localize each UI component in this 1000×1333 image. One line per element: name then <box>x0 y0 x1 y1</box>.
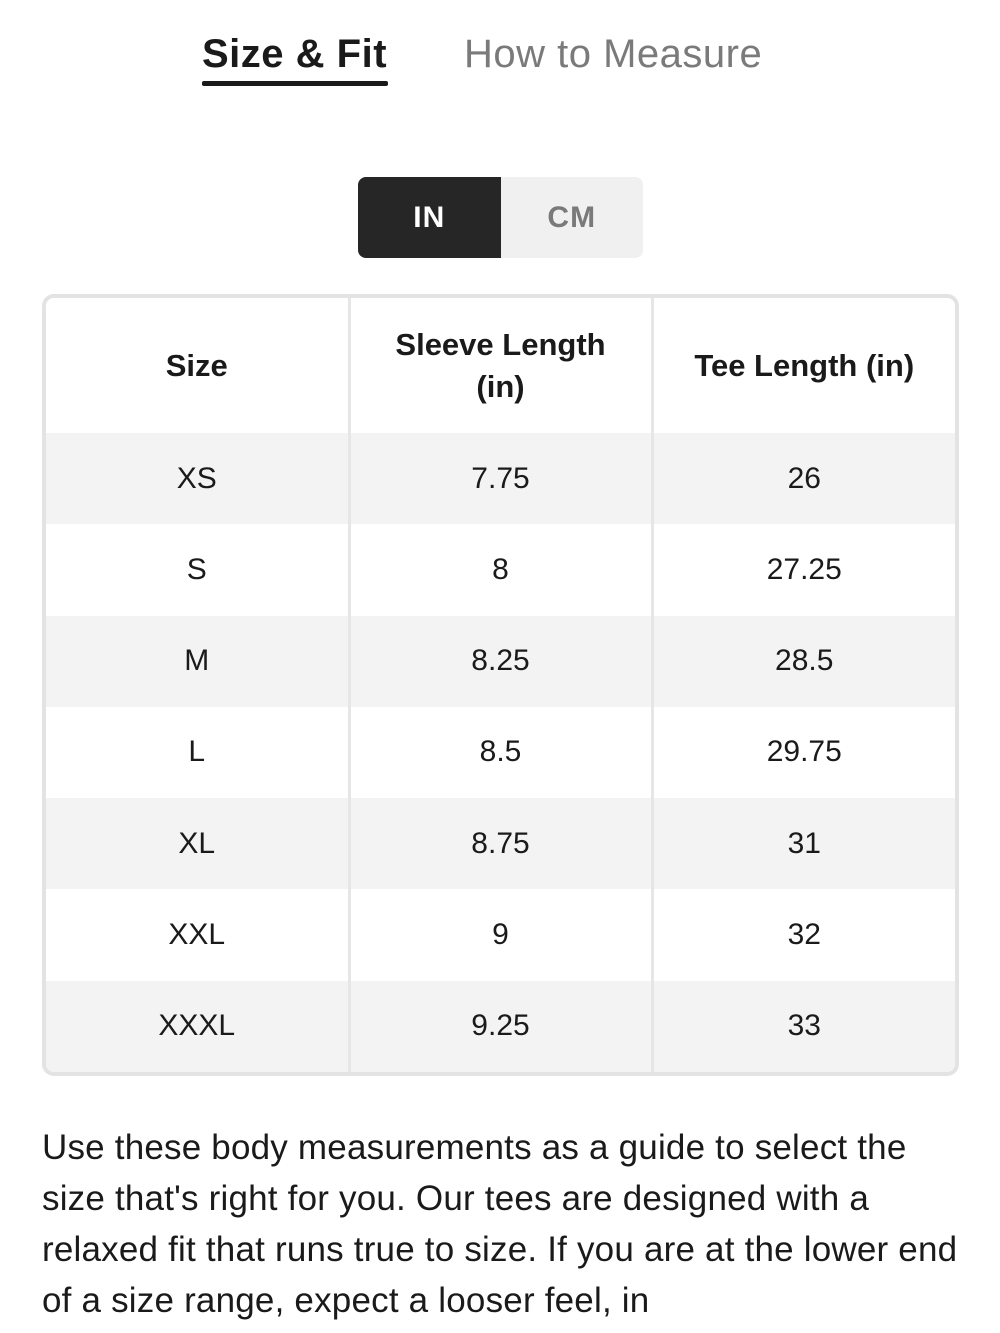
sleeve-length-cell: 8.25 <box>349 616 652 707</box>
table-row <box>46 798 955 889</box>
table-row <box>46 889 955 980</box>
unit-in-button[interactable]: IN <box>358 177 501 258</box>
tee-length-cell: 27.25 <box>652 524 955 615</box>
size-cell: XXL <box>46 889 349 980</box>
table-row <box>46 981 955 1072</box>
tab-size-and-fit[interactable]: Size & Fit <box>202 22 388 86</box>
size-cell: XXXL <box>46 981 349 1072</box>
sleeve-length-cell: 9 <box>349 889 652 980</box>
sleeve-length-cell: 8 <box>349 524 652 615</box>
table-row <box>46 524 955 615</box>
tee-length-cell: 33 <box>652 981 955 1072</box>
tee-length-cell: 29.75 <box>652 707 955 798</box>
size-table-container <box>42 294 959 1076</box>
unit-cm-button[interactable]: CM <box>501 177 644 258</box>
tee-length-cell: 31 <box>652 798 955 889</box>
table-row <box>46 707 955 798</box>
size-table <box>46 298 955 1072</box>
size-guide-tabs <box>0 22 1000 86</box>
table-header-row <box>46 298 955 433</box>
size-cell: XS <box>46 433 349 524</box>
sleeve-length-cell: 9.25 <box>349 981 652 1072</box>
table-row <box>46 616 955 707</box>
sleeve-length-cell: 8.5 <box>349 707 652 798</box>
header-sleeve-length: Sleeve Length (in) <box>349 298 652 433</box>
size-cell: XL <box>46 798 349 889</box>
size-cell: S <box>46 524 349 615</box>
sleeve-length-cell: 8.75 <box>349 798 652 889</box>
size-cell: L <box>46 707 349 798</box>
header-size: Size <box>46 298 349 433</box>
fit-description: Use these body measurements as a guide to select the size that's right for you. Our tees are designed with a relaxed fit that runs true to size. If you are at the lower end of a size range, expect a looser feel, in <box>42 1128 958 1320</box>
header-tee-length: Tee Length (in) <box>652 298 955 433</box>
tee-length-cell: 28.5 <box>652 616 955 707</box>
tee-length-cell: 26 <box>652 433 955 524</box>
sleeve-length-cell: 7.75 <box>349 433 652 524</box>
size-cell: M <box>46 616 349 707</box>
tab-how-to-measure[interactable]: How to Measure <box>464 22 804 86</box>
tee-length-cell: 32 <box>652 889 955 980</box>
unit-toggle <box>358 177 643 258</box>
table-row <box>46 433 955 524</box>
